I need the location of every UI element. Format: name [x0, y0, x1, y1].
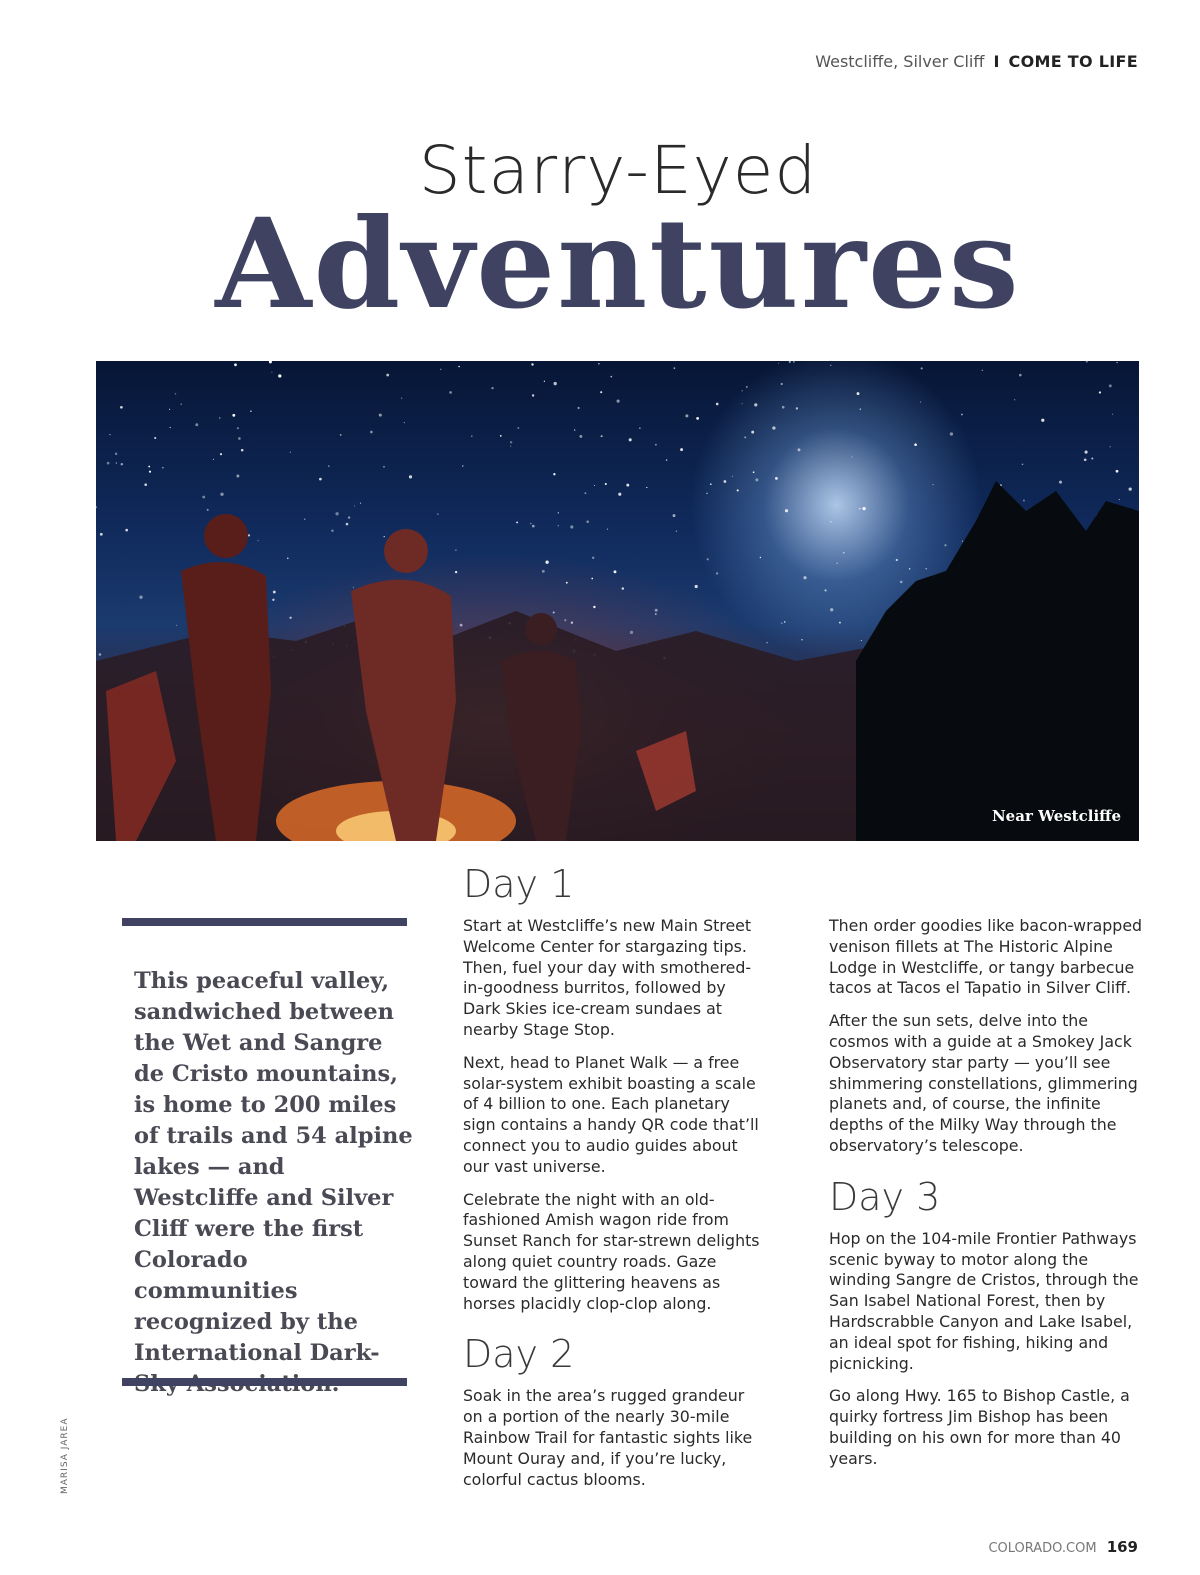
star	[751, 431, 754, 434]
star	[1059, 481, 1062, 484]
star	[1099, 391, 1101, 393]
star	[574, 429, 576, 431]
star	[248, 534, 250, 536]
day-1-paragraph: Start at Westcliffe’s new Main Street Welcome Center for stargazing tips. Then, fuel your day with smothered-in-goodness burritos, followed by Dark Skies ice-cream sundaes at nearby Stage Stop.	[463, 916, 752, 1039]
star	[622, 587, 624, 589]
star	[348, 516, 350, 518]
star	[706, 493, 707, 494]
star	[798, 448, 801, 451]
star	[290, 452, 291, 453]
star	[639, 427, 640, 428]
title-line-2: Adventures	[215, 192, 1021, 337]
star	[238, 437, 241, 440]
star	[96, 506, 97, 508]
star	[781, 383, 783, 385]
star	[914, 443, 917, 446]
star	[716, 403, 719, 406]
star	[154, 437, 156, 439]
star	[600, 391, 602, 393]
star	[732, 476, 733, 477]
star	[121, 463, 123, 465]
star	[370, 431, 373, 434]
star	[803, 576, 806, 579]
star	[1014, 399, 1015, 400]
header-section: COME TO LIFE	[1008, 52, 1138, 71]
star	[530, 523, 532, 525]
star	[287, 558, 289, 560]
star	[386, 374, 389, 377]
star	[1091, 457, 1093, 459]
star	[1112, 414, 1113, 415]
star	[933, 484, 934, 485]
star	[607, 529, 608, 530]
star	[331, 529, 333, 531]
star	[601, 435, 603, 437]
star	[553, 473, 555, 475]
column-right	[829, 916, 1147, 1482]
day-3-paragraph: Go along Hwy. 165 to Bishop Castle, a quirky fortress Jim Bishop has been building on his own for more than 40 years.	[829, 1386, 1130, 1468]
day-2-paragraph: Then order goodies like bacon-wrapped venison fillets at The Historic Alpine Lodge in Westcliffe, or tangy barbecue tacos at Tacos el Tapatio in Silver Cliff.	[829, 916, 1143, 998]
star	[1041, 419, 1044, 422]
star	[125, 529, 128, 532]
star	[232, 414, 235, 417]
star	[772, 426, 775, 429]
star	[837, 563, 838, 564]
star	[1023, 500, 1025, 502]
star	[921, 367, 923, 369]
star	[857, 392, 860, 395]
star	[793, 361, 794, 362]
star	[673, 514, 676, 517]
star	[782, 406, 785, 409]
star	[737, 489, 739, 491]
star	[716, 572, 718, 574]
star	[851, 456, 852, 457]
star	[491, 387, 493, 389]
star	[825, 589, 827, 591]
day-3-paragraph: Hop on the 104-mile Frontier Pathways scenic byway to motor along the winding Sangre de Cristos, through the San Isabel National Forest, then by Hardscrabble Canyon and Lake Isabel, an ideal spot for fishing, hiking and picnicking.	[829, 1228, 1139, 1373]
star	[250, 410, 252, 412]
star	[830, 365, 831, 366]
star	[471, 435, 473, 437]
star	[1085, 451, 1088, 454]
star	[744, 436, 746, 438]
star	[605, 483, 607, 485]
star	[335, 512, 338, 515]
star	[926, 568, 927, 569]
star	[630, 631, 633, 634]
running-header	[815, 52, 1138, 71]
star	[796, 407, 798, 409]
star	[1109, 384, 1112, 387]
star	[116, 462, 117, 463]
star	[401, 397, 402, 398]
star	[862, 507, 865, 510]
star	[982, 370, 983, 371]
star	[594, 485, 595, 486]
star	[532, 525, 535, 528]
star	[340, 434, 342, 436]
star	[742, 390, 743, 391]
star	[278, 374, 281, 377]
star	[319, 478, 322, 481]
title-line-1: Starry-Eyed	[418, 132, 818, 209]
star	[859, 508, 861, 510]
star	[707, 558, 709, 560]
star	[962, 541, 963, 542]
star	[257, 540, 258, 541]
star	[353, 587, 354, 588]
star	[516, 521, 518, 523]
star	[754, 403, 757, 406]
star	[618, 493, 621, 496]
photo-credit: MARISA JAREA	[60, 1417, 70, 1494]
star	[360, 503, 361, 504]
star	[532, 394, 534, 396]
hero-photo	[96, 361, 1139, 841]
star	[354, 505, 355, 506]
star	[148, 466, 150, 468]
star	[961, 414, 963, 416]
day-2-paragraph: Soak in the area’s rugged grandeur on a portion of the nearly 30-mile Rainbow Trail for fantastic sights like Mount Ouray and, if you’re lucky, colorful cactus blooms.	[463, 1386, 753, 1489]
star	[500, 435, 502, 437]
page-footer	[988, 1538, 1138, 1556]
star	[120, 406, 123, 409]
star	[655, 613, 657, 615]
star	[591, 578, 593, 580]
star	[220, 453, 222, 455]
pullquote-top-rule	[122, 918, 407, 926]
star	[219, 417, 221, 419]
star	[617, 400, 620, 403]
star	[383, 466, 385, 468]
star	[1084, 458, 1087, 461]
star	[139, 596, 142, 599]
star	[542, 570, 545, 573]
star	[950, 432, 953, 435]
star	[207, 509, 209, 511]
star	[458, 366, 460, 368]
star	[289, 617, 291, 619]
star	[455, 571, 457, 573]
pullquote: This peaceful valley, sandwiched between the Wet and Sangre de Cristo mountains, is home to 200 miles of trails and 54 alpine lakes — and Westcliffe and Silver Cliff were the first Colorado communities recognized by the International Dark-	[134, 968, 413, 1366]
star	[614, 570, 617, 573]
star	[1119, 499, 1120, 500]
star	[753, 471, 755, 473]
star	[909, 568, 910, 569]
star	[241, 449, 244, 452]
star	[379, 414, 382, 417]
star	[1116, 470, 1119, 473]
star	[760, 557, 761, 558]
day-1-paragraph: Next, head to Planet Walk — a free solar-system exhibit boasting a scale of 4 billion to one. Each planetary sign contains a handy QR code that’ll connect you to audio guides about our vast universe.	[463, 1052, 759, 1176]
star	[655, 444, 657, 446]
star	[696, 417, 699, 420]
star	[271, 372, 272, 373]
star	[592, 557, 594, 559]
star	[655, 609, 658, 612]
star	[109, 434, 110, 435]
star	[384, 536, 385, 537]
star	[578, 407, 580, 409]
star	[593, 606, 595, 608]
page-number: 169	[1106, 1538, 1138, 1556]
star	[558, 525, 559, 526]
star	[269, 361, 272, 363]
star	[610, 376, 612, 378]
star	[1086, 361, 1088, 362]
star	[220, 493, 223, 496]
star	[169, 409, 170, 410]
star	[144, 483, 147, 486]
night-sky-campfire-illustration	[96, 361, 1139, 841]
star	[674, 367, 676, 369]
star	[409, 475, 412, 478]
star	[685, 414, 688, 417]
star	[455, 549, 456, 550]
star	[860, 408, 861, 409]
star	[746, 386, 748, 388]
star	[944, 544, 946, 546]
star	[510, 441, 512, 443]
star	[544, 381, 545, 382]
header-location: Westcliffe, Silver Cliff	[815, 52, 985, 71]
star	[680, 448, 683, 451]
star	[100, 533, 103, 536]
star	[564, 619, 566, 621]
star	[304, 518, 306, 520]
day-2-heading: Day 2	[463, 1332, 575, 1377]
footer-site: COLORADO.COM	[988, 1541, 1097, 1556]
star	[566, 582, 568, 584]
star	[202, 496, 205, 499]
star	[553, 611, 555, 613]
star	[570, 525, 573, 528]
star	[1110, 446, 1111, 447]
star	[437, 514, 438, 515]
star	[666, 459, 667, 460]
star	[460, 624, 463, 627]
star	[1019, 374, 1022, 377]
star	[346, 523, 349, 526]
star	[830, 608, 833, 611]
star	[170, 427, 171, 428]
star	[900, 581, 903, 584]
star	[1129, 487, 1132, 490]
star	[181, 404, 182, 405]
star	[195, 423, 198, 426]
star	[558, 512, 559, 513]
day-3-heading: Day 3	[829, 1174, 941, 1219]
column-middle	[463, 862, 763, 1502]
star	[920, 401, 921, 402]
star	[646, 487, 647, 488]
star	[213, 459, 214, 460]
star	[586, 520, 589, 523]
day-1-heading: Day 1	[463, 862, 575, 906]
star	[579, 435, 582, 438]
day-1-paragraph: Celebrate the night with an old-fashioned Amish wagon ride from Sunset Ranch for star-strewn delights along quiet country roads. Gaze toward the glittering heavens as horses placidly clop-clop along.	[463, 1189, 760, 1313]
day-2-paragraph: After the sun sets, delve into the cosmos with a guide at a Smokey Jack Observatory star party — you’ll see shimmering constellations, glimmering planets and, of course, the infinite depths of the Milky Way through the observatory’s telescope.	[829, 1011, 1138, 1155]
star	[273, 591, 276, 594]
star	[234, 363, 237, 366]
star	[584, 492, 586, 494]
star	[1116, 362, 1117, 363]
star	[517, 427, 519, 429]
star	[462, 465, 463, 466]
star	[896, 559, 898, 561]
star	[107, 462, 110, 465]
star	[723, 480, 726, 483]
star	[272, 599, 274, 601]
star	[695, 585, 698, 588]
star	[789, 361, 791, 363]
star	[545, 561, 548, 564]
star	[115, 453, 117, 455]
star	[510, 446, 511, 447]
star	[778, 363, 779, 364]
star	[175, 393, 176, 394]
star	[830, 521, 831, 522]
star	[99, 653, 102, 656]
star	[554, 382, 557, 385]
star	[785, 509, 788, 512]
star	[801, 639, 802, 640]
star	[404, 422, 405, 423]
star	[449, 391, 452, 394]
star	[236, 475, 239, 478]
star	[766, 642, 767, 643]
star	[710, 483, 712, 485]
star	[742, 403, 743, 404]
star	[843, 552, 845, 554]
star	[571, 622, 573, 624]
star	[237, 427, 239, 429]
star	[440, 369, 441, 370]
star	[598, 363, 599, 364]
star	[861, 640, 862, 641]
star	[531, 363, 533, 365]
star	[781, 622, 783, 624]
star	[784, 621, 786, 623]
star	[629, 438, 632, 441]
pullquote-bottom-rule	[122, 1378, 407, 1386]
star	[839, 622, 841, 624]
star	[755, 478, 758, 481]
star	[676, 530, 677, 531]
photo-caption: Near Westcliffe	[991, 807, 1121, 825]
star	[328, 465, 329, 466]
star	[775, 477, 778, 480]
star	[176, 625, 177, 626]
star	[626, 484, 629, 487]
star	[162, 467, 164, 469]
header-separator: I	[993, 52, 1000, 71]
star	[149, 471, 151, 473]
star	[1022, 464, 1024, 466]
